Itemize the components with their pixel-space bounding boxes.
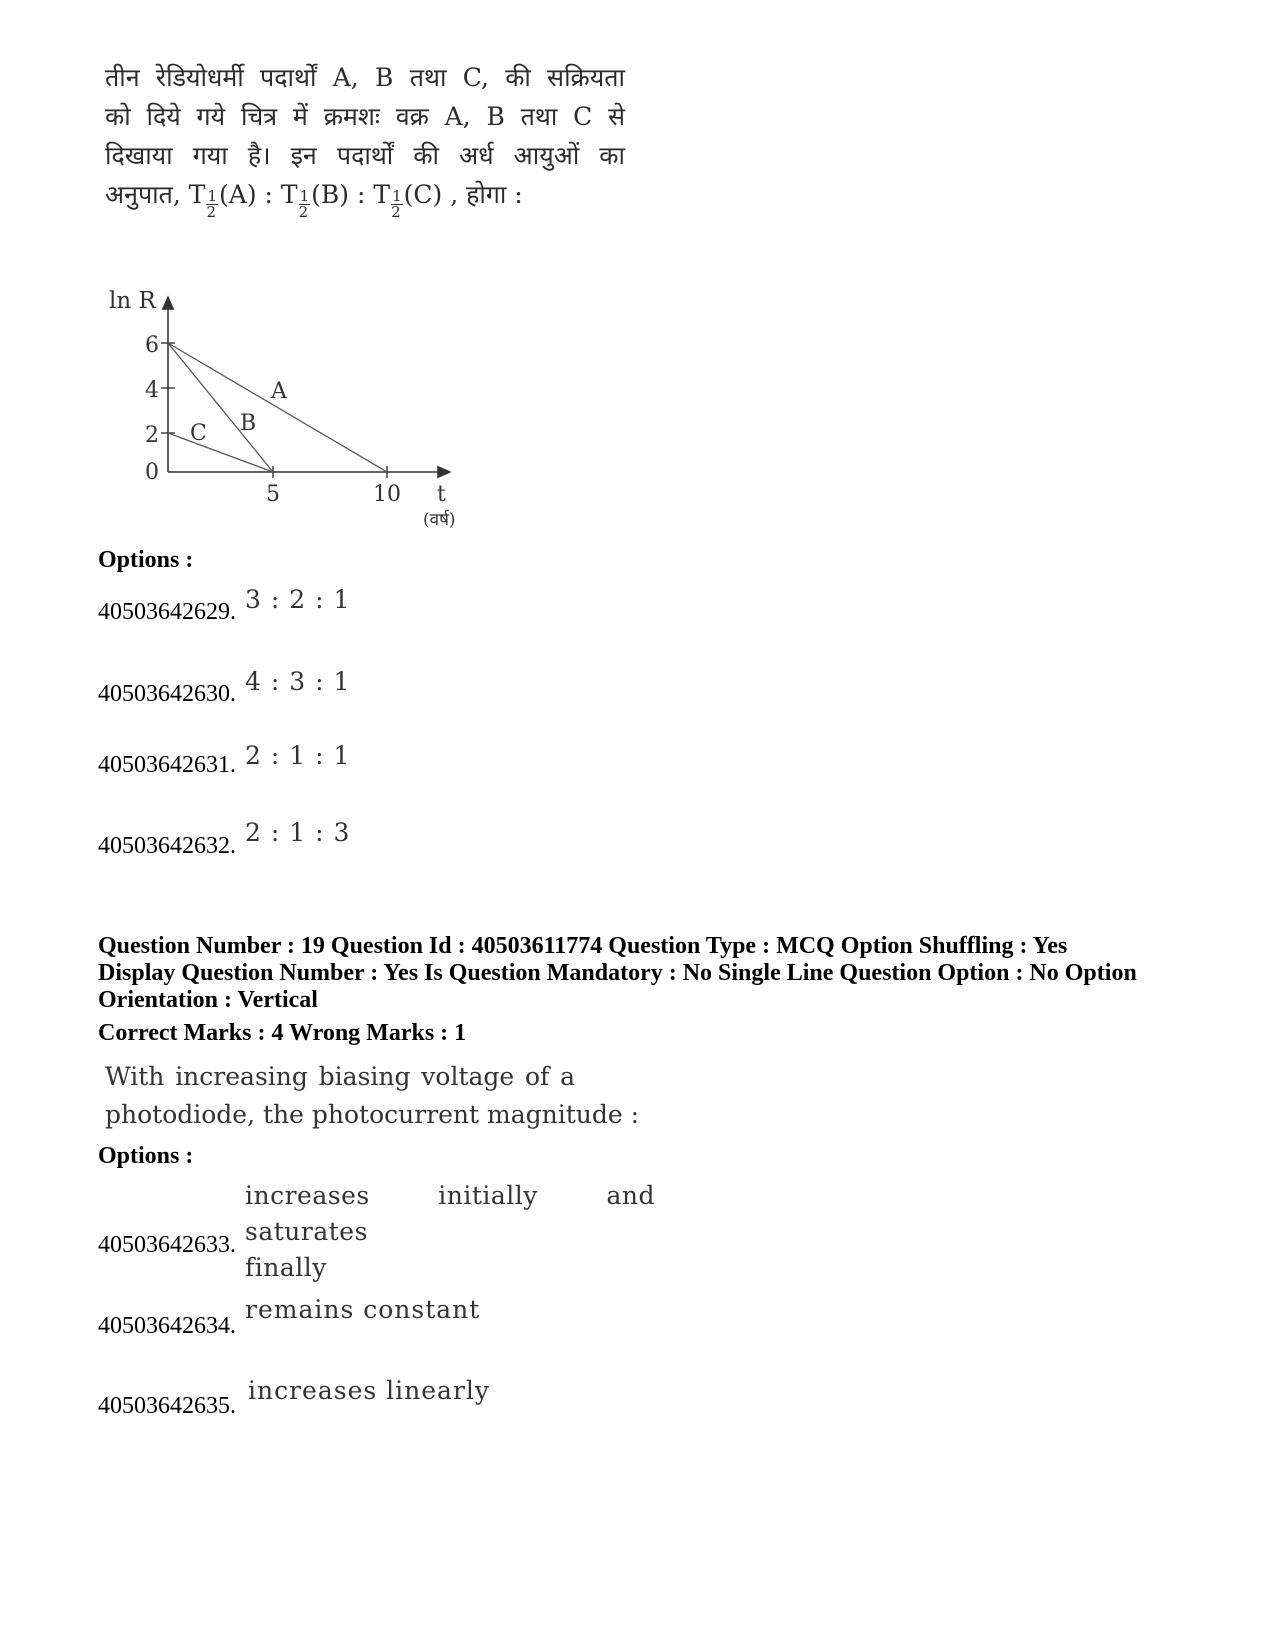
option-value: 2 : 1 : 1	[245, 741, 351, 770]
option-id: 40503642635.	[98, 1393, 236, 1419]
metadata-line: Display Question Number : Yes Is Question Mandatory : No Single Line Question Option : No Option	[98, 960, 1137, 986]
half-life-symbol: T	[280, 180, 298, 209]
option-value-line: increases initially and saturates	[245, 1181, 655, 1246]
x-axis-label: t	[437, 482, 446, 507]
question-18-text	[105, 58, 625, 220]
option-id: 40503642632.	[98, 833, 236, 859]
option-id: 40503642630.	[98, 681, 236, 707]
x-tick-label: 10	[373, 482, 401, 507]
option-value: 4 : 3 : 1	[245, 667, 351, 696]
curve-label-b: B	[240, 411, 257, 436]
curve-label-c: C	[190, 421, 207, 446]
question-line: photodiode, the photocurrent magnitude :	[105, 1100, 640, 1129]
y-tick-label: 6	[145, 333, 159, 358]
ratio-suffix: , होगा :	[442, 180, 523, 209]
fraction-denominator: 2	[391, 203, 401, 221]
option-id: 40503642633.	[98, 1232, 236, 1258]
fraction-denominator: 2	[206, 203, 217, 221]
ratio-separator: :	[349, 180, 374, 209]
ratio-separator: :	[256, 180, 281, 209]
half-fraction	[299, 189, 311, 220]
question-ratio-line	[105, 175, 625, 220]
half-fraction	[391, 189, 403, 220]
option-value-line: finally	[245, 1253, 327, 1282]
question-line: With increasing biasing voltage of a	[105, 1062, 575, 1091]
question-marks: Correct Marks : 4 Wrong Marks : 1	[98, 1020, 467, 1046]
option-id: 40503642629.	[98, 599, 236, 625]
fraction-numerator: 1	[207, 187, 218, 205]
ratio-b: (B)	[311, 180, 350, 209]
curve-label-a: A	[271, 379, 287, 404]
question-19-text	[105, 1058, 640, 1134]
question-line: को दिये गये चित्र में क्रमशः वक्र A, B तथा C से	[105, 102, 625, 131]
half-life-symbol: T	[373, 180, 391, 209]
x-unit-label: (वर्ष)	[423, 510, 456, 530]
ratio-c: (C)	[403, 180, 443, 209]
fraction-numerator: 1	[392, 187, 402, 205]
option-value: remains constant	[245, 1295, 481, 1324]
y-tick-label: 4	[145, 378, 159, 403]
question-line: दिखाया गया है। इन पदार्थों की अर्ध आयुओं का	[105, 141, 625, 170]
question-19-metadata	[98, 933, 1178, 1014]
ratio-a: (A)	[219, 180, 257, 209]
option-value: 3 : 2 : 1	[245, 585, 351, 614]
option-value	[245, 1178, 655, 1286]
metadata-line: Orientation : Vertical	[98, 987, 318, 1013]
question-line: तीन रेडियोधर्मी पदार्थों A, B तथा C, की सक्रियता	[105, 63, 625, 92]
curve-a	[168, 343, 387, 472]
ratio-prefix: अनुपात,	[105, 180, 189, 209]
y-tick-label: 2	[145, 423, 159, 448]
options-heading: Options :	[98, 547, 194, 573]
option-value: increases linearly	[248, 1376, 491, 1405]
x-tick-label: 5	[266, 482, 280, 507]
option-value: 2 : 1 : 3	[245, 818, 351, 847]
option-id: 40503642634.	[98, 1313, 236, 1339]
half-life-symbol: T	[188, 180, 206, 209]
option-id: 40503642631.	[98, 752, 236, 778]
y-axis-label: ln R	[109, 288, 156, 314]
options-heading: Options :	[98, 1143, 194, 1169]
metadata-line: Question Number : 19 Question Id : 40503611774 Question Type : MCQ Option Shuffling : Yes	[98, 933, 1068, 959]
fraction-numerator: 1	[299, 187, 310, 205]
half-fraction	[206, 189, 218, 220]
ln-r-vs-t-graph	[95, 275, 475, 540]
y-tick-label: 0	[145, 460, 159, 485]
fraction-denominator: 2	[298, 203, 309, 221]
